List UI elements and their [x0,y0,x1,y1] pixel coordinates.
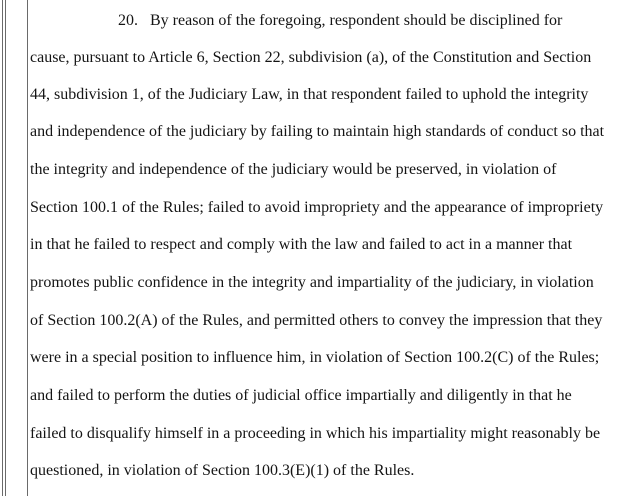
paragraph-line: 44, subdivision 1, of the Judiciary Law, in that respondent failed to uphold the integrity [30,86,589,103]
paragraph-line: the integrity and independence of the judiciary would be preserved, in violation of [30,161,557,178]
paragraph-line: of Section 100.2(A) of the Rules, and permitted others to convey the impression that they [30,312,603,329]
paragraph-number: 20. [118,12,138,29]
paragraph-line: cause, pursuant to Article 6, Section 22, subdivision (a), of the Constitution and Section [30,49,592,66]
paragraph-line: promotes public confidence in the integrity and impartiality of the judiciary, in violation [30,274,594,291]
paragraph-line: were in a special position to influence him, in violation of Section 100.2(C) of the Rules; [30,349,600,366]
paragraph-line: questioned, in violation of Section 100.3(E)(1) of the Rules. [30,462,415,479]
paragraph-line: Section 100.1 of the Rules; failed to avoid impropriety and the appearance of impropriety [30,199,604,216]
paragraph-line: failed to disqualify himself in a proceeding in which his impartiality might reasonably be [30,425,601,442]
paragraph-first-line [118,11,562,31]
margin-rule-middle [5,0,6,496]
margin-rule-outer [2,0,3,496]
paragraph-line: and failed to perform the duties of judicial office impartially and diligently in that he [30,387,572,404]
paragraph-line: in that he failed to respect and comply with the law and failed to act in a manner that [30,236,573,253]
margin-rule-inner [27,0,28,496]
paragraph-line: and independence of the judiciary by failing to maintain high standards of conduct so that [30,123,605,140]
first-line-text: By reason of the foregoing, respondent should be disciplined for [150,12,563,29]
